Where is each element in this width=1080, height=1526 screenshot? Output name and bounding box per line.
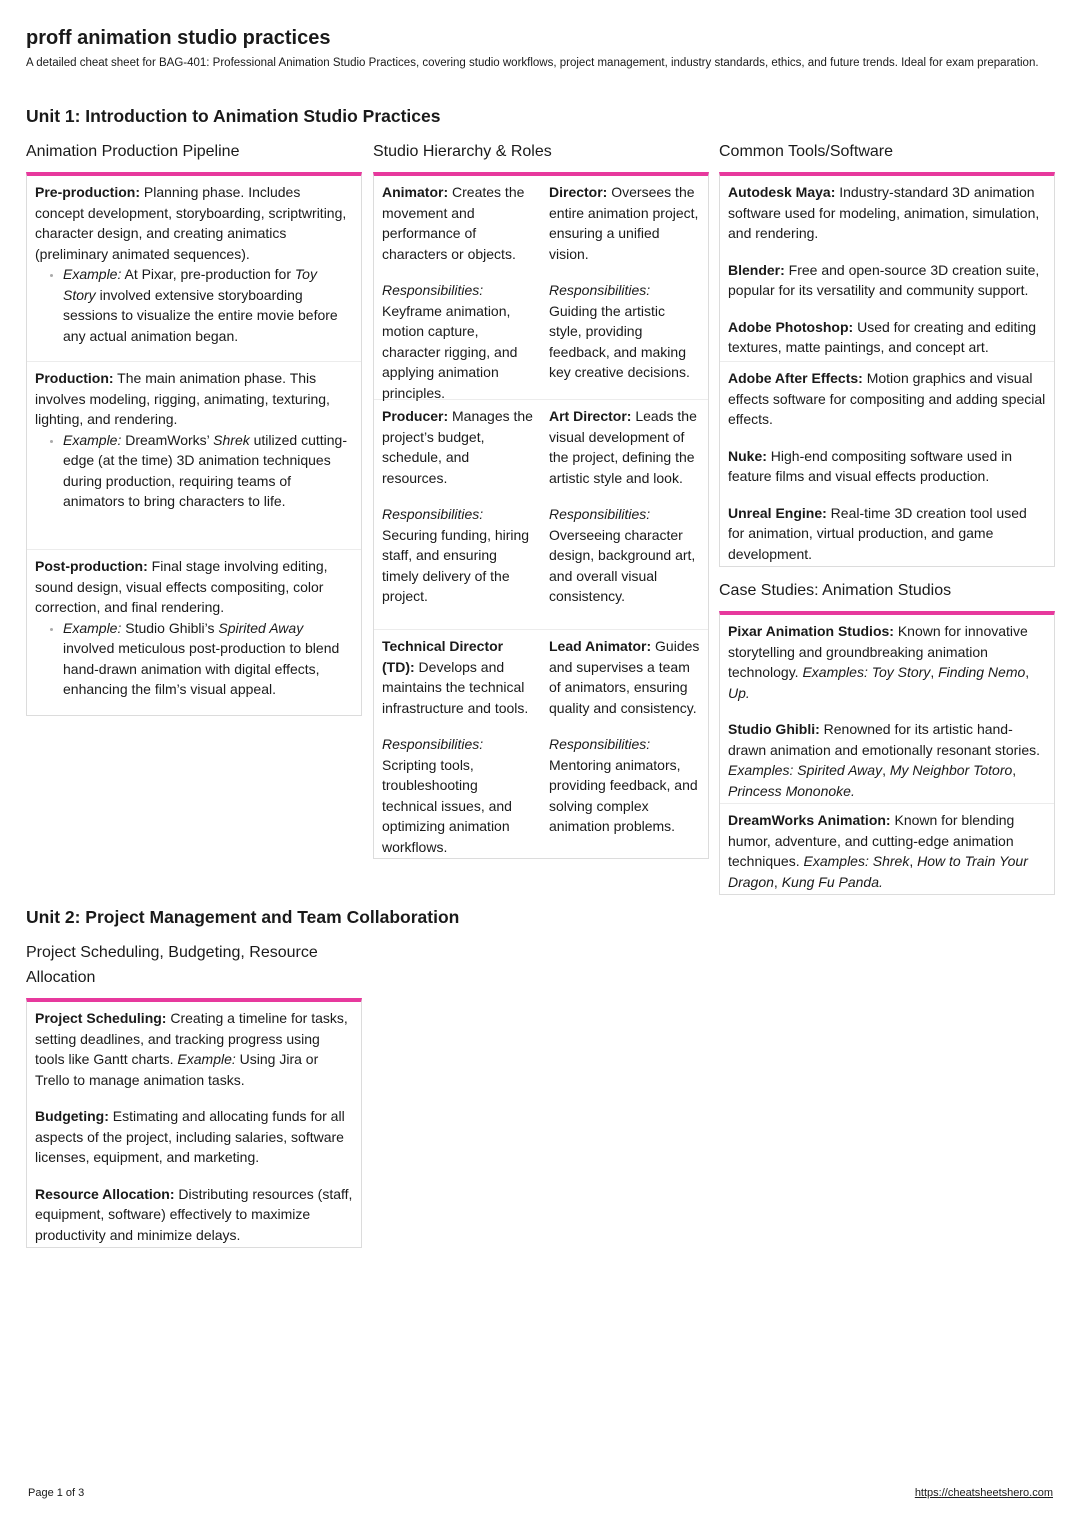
pre-production-example: • Example: At Pixar, pre-production for Toy Story involved extensive storyboarding sessions to visualize the entire movie before any actual animation began. bbox=[63, 264, 353, 346]
project-scheduling: Project Scheduling: Creating a timeline for tasks, setting deadlines, and tracking progress using tools like Gantt charts. Example: Using Jira or Trello to manage animation tasks. bbox=[35, 1010, 348, 1088]
role-animator: Animator: Creates the movement and performance of characters or objects. Responsibilities: Keyframe animation, motion capture, character rigging, and applying animation principles. bbox=[382, 184, 525, 401]
pipeline-title: Animation Production Pipeline bbox=[26, 143, 240, 160]
pre-production-cell: Pre-production: Planning phase. Includes concept development, storyboarding, scriptwriting, character design, and creating animatics (preliminary animated sequences). • Example: At Pixar, pre-production for Toy Story involved extensive storyboarding sessions to visualize the entire movie before any actual animation began. bbox=[27, 176, 361, 361]
role-producer: Producer: Manages the project’s budget, schedule, and resources. Responsibilities: Securing funding, hiring staff, and ensuring timely delivery of the project. bbox=[382, 408, 533, 604]
case-dreamworks: DreamWorks Animation: Known for blending humor, adventure, and cutting-edge animation techniques. Examples: Shrek, How to Train Your Dragon, Kung Fu Panda. bbox=[728, 812, 1028, 890]
tools-cell bbox=[720, 361, 1054, 566]
case-studies-cell bbox=[720, 615, 1054, 803]
post-production-label: Post-production: bbox=[35, 558, 148, 574]
page-number: Page 1 of 3 bbox=[28, 1487, 85, 1499]
hierarchy-box bbox=[373, 172, 709, 859]
scheduling-box bbox=[26, 998, 362, 1248]
unit2-title: Unit 2: Project Management and Team Collaboration bbox=[26, 907, 460, 927]
pre-production-label: Pre-production: bbox=[35, 184, 140, 200]
production-example: • Example: DreamWorks’ Shrek utilized cutting-edge (at the time) 3D animation techniques during production, requiring teams of animators to bring characters to life. bbox=[63, 430, 353, 512]
case-studies-title: Case Studies: Animation Studios bbox=[719, 582, 952, 599]
case-studies-section bbox=[719, 578, 1055, 895]
pipeline-box bbox=[26, 172, 362, 716]
tools-box bbox=[719, 172, 1055, 567]
case-ghibli: Studio Ghibli: Renowned for its artistic hand-drawn animation and emotionally resonant stories. Examples: Spirited Away, My Neighbor Totoro, Princess Mononoke. bbox=[728, 721, 1041, 799]
page-title: proff animation studio practices bbox=[26, 27, 331, 49]
role-lead-animator: Lead Animator: Guides and supervises a team of animators, ensuring quality and consistency. Responsibilities: Mentoring animators, providing feedback, and solving complex animation problems. bbox=[549, 638, 700, 834]
case-studies-cell bbox=[720, 803, 1054, 894]
footer-link[interactable]: https://cheatsheetshero.com bbox=[914, 1487, 1053, 1499]
scheduling-title: Project Scheduling, Budgeting, Resource Allocation bbox=[26, 944, 318, 986]
case-studies-box bbox=[719, 611, 1055, 895]
hierarchy-row bbox=[374, 399, 708, 629]
post-production-example: • Example: Studio Ghibli’s Spirited Away involved meticulous post-production to blend hand-drawn animation with digital effects, enhancing the film’s visual appeal. bbox=[63, 618, 353, 700]
unit1-title: Unit 1: Introduction to Animation Studio Practices bbox=[26, 106, 441, 126]
hierarchy-row bbox=[374, 176, 708, 399]
tool-unreal-engine: Unreal Engine: Real-time 3D creation tool used for animation, virtual production, and game development. bbox=[728, 504, 1027, 562]
tools-title: Common Tools/Software bbox=[719, 143, 893, 160]
tool-photoshop: Adobe Photoshop: Used for creating and editing textures, matte paintings, and concept art. bbox=[728, 318, 1037, 355]
scheduling-cell bbox=[27, 1002, 361, 1247]
budgeting: Budgeting: Estimating and allocating funds for all aspects of the project, including salaries, software licenses, equipment, and marketing. bbox=[35, 1108, 345, 1165]
production-cell: Production: The main animation phase. This involves modeling, rigging, animating, texturing, lighting, and rendering. • Example: DreamWorks’ Shrek utilized cutting-edge (at the time) 3D animation techniques during production, requiring teams of animators to bring characters to life. bbox=[27, 361, 361, 549]
scheduling-section bbox=[26, 940, 362, 1248]
role-art-director: Art Director: Leads the visual development of the project, defining the artistic style and look. Responsibilities: Overseeing character design, background art, and overall visual consistency. bbox=[549, 408, 697, 604]
tool-blender: Blender: Free and open-source 3D creation suite, popular for its versatility and community support. bbox=[728, 261, 1040, 298]
tool-maya: Autodesk Maya: Industry-standard 3D animation software used for modeling, animation, simulation, and rendering. bbox=[728, 184, 1040, 241]
role-director: Director: Oversees the entire animation project, ensuring a unified vision. Responsibilities: Guiding the artistic style, providing feedback, and making key creative decisions. bbox=[549, 184, 699, 380]
page-description: A detailed cheat sheet for BAG-401: Professional Animation Studio Practices, covering studio workflows, project management, industry standards, ethics, and future trends. Ideal for exam preparation. bbox=[26, 57, 1039, 69]
post-production-cell: Post-production: Final stage involving editing, sound design, visual effects compositing, color correction, and final rendering. • Example: Studio Ghibli’s Spirited Away involved meticulous post-production to blend hand-drawn animation with digital effects, enhancing the film’s visual appeal. bbox=[27, 549, 361, 715]
role-technical-director: Technical Director (TD): Develops and maintains the technical infrastructure and tools. Responsibilities: Scripting tools, troubleshooting technical issues, and optimizing animation workflows. bbox=[382, 638, 529, 855]
pipeline-section bbox=[26, 139, 362, 716]
hierarchy-row bbox=[374, 629, 708, 858]
tools-section bbox=[719, 139, 1055, 567]
tools-cell bbox=[720, 176, 1054, 361]
production-label: Production: bbox=[35, 370, 114, 386]
case-pixar: Pixar Animation Studios: Known for innovative storytelling and groundbreaking animation technology. Examples: Toy Story, Finding Nemo, Up. bbox=[728, 623, 1030, 701]
tool-after-effects: Adobe After Effects: Motion graphics and visual effects software for compositing and adding special effects. bbox=[728, 370, 1046, 427]
resource-allocation: Resource Allocation: Distributing resources (staff, equipment, software) effectively to maximize productivity and minimize delays. bbox=[35, 1185, 353, 1243]
hierarchy-section bbox=[373, 139, 709, 859]
hierarchy-title: Studio Hierarchy & Roles bbox=[373, 143, 552, 160]
tool-nuke: Nuke: High-end compositing software used in feature films and visual effects production. bbox=[728, 447, 1013, 484]
